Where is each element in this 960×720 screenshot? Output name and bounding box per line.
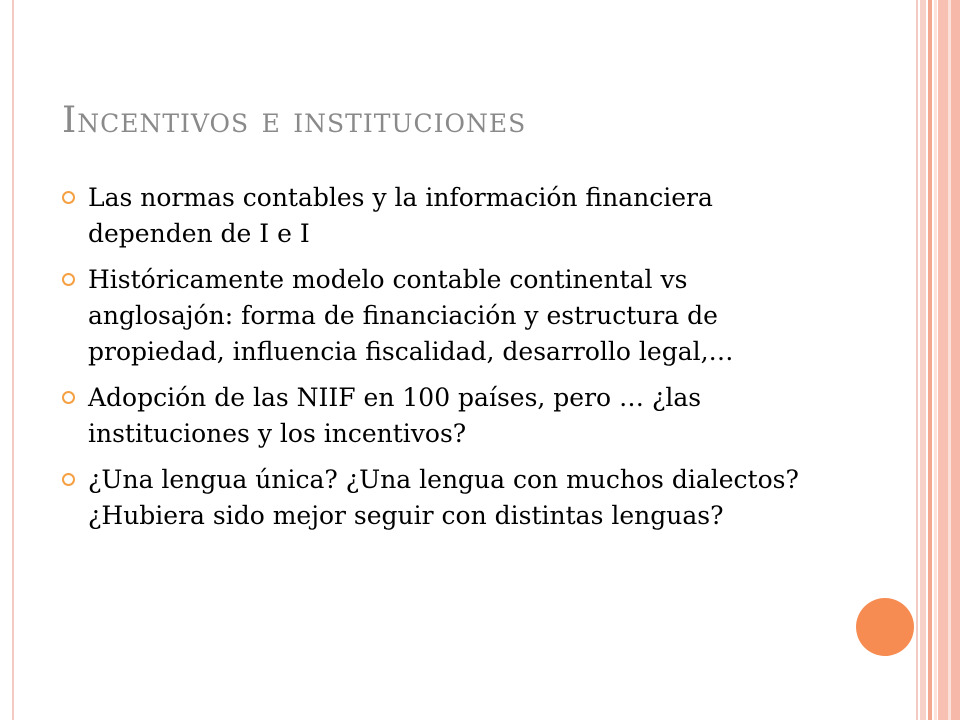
bullet-text: Históricamente modelo contable continental vs anglosajón: forma de financiación y estructura de propiedad, influencia fiscalidad, desarrollo legal,… <box>88 265 734 366</box>
decorative-orb-icon <box>856 598 914 656</box>
decorative-stripe <box>920 0 926 720</box>
ring-bullet-icon <box>62 191 75 204</box>
ring-bullet-icon <box>62 473 75 486</box>
bullet-text: Adopción de las NIIF en 100 países, pero … ¿las instituciones y los incentivos? <box>88 383 702 448</box>
bullet-text: Las normas contables y la información financiera dependen de I e I <box>88 183 713 248</box>
ring-bullet-icon <box>62 273 75 286</box>
decorative-stripe <box>951 0 960 720</box>
bullet-item <box>62 262 822 370</box>
bullet-item <box>62 462 822 534</box>
ring-bullet-icon <box>62 391 75 404</box>
slide-title: Incentivos e instituciones <box>62 100 527 141</box>
bullet-item <box>62 380 822 452</box>
decorative-stripe <box>938 0 948 720</box>
bullet-list <box>62 180 822 544</box>
bullet-text: ¿Una lengua única? ¿Una lengua con muchos dialectos? ¿Hubiera sido mejor seguir con distintas lenguas? <box>88 465 799 530</box>
bullet-item <box>62 180 822 252</box>
decorative-stripe <box>928 0 932 720</box>
decorative-stripe <box>934 0 937 720</box>
